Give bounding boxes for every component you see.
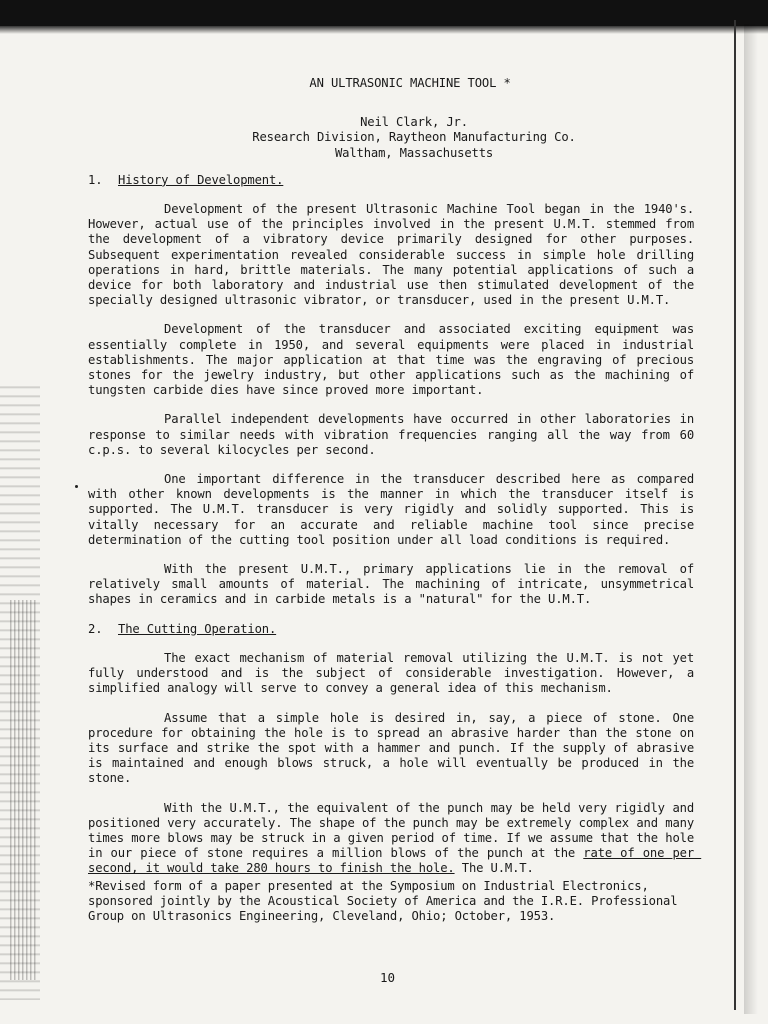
underlined-text: rate of one per second, it would take 280 hours to finish the hole. [88, 846, 702, 876]
section-heading [88, 173, 694, 188]
paragraph-tail: The U.M.T. [454, 861, 534, 876]
author-name: Neil Clark, Jr. [360, 115, 468, 130]
paragraph [88, 800, 702, 877]
scan-right-edge [734, 20, 736, 1010]
paragraph: Assume that a simple hole is desired in, say, a piece of stone. One procedure for obtaining the hole is to spread an abrasive harder than the stone on its surface and strike the spot with a hammer and punch. If the supply of abrasive is maintained and enough blows struck, a hole will eventually be produced in the stone. [88, 710, 702, 786]
section-heading [88, 622, 694, 637]
scan-speck [75, 485, 78, 488]
section-number: 2. [88, 621, 103, 636]
section-number: 1. [88, 172, 103, 187]
author-location: Waltham, Massachusetts [334, 145, 494, 160]
section-title: History of Development. [118, 172, 284, 187]
paragraph-text: With the U.M.T., the equivalent of the punch may be held very rigidly and positioned very accurately. The shape of the punch may be extremely complex and many times more blows may be struck in a given period of time. If we assume that the hole in our piece of stone requires a million blows of the punch at the [88, 800, 702, 861]
scan-top-border [0, 0, 768, 26]
paragraph: Development of the transducer and associated exciting equipment was essentially complete in 1950, and several equipments were placed in industrial establishments. The major application at that time was the engraving of precious stones for the jewelry industry, but other applications such as the machining of tungsten carbide dies have since proved more important. [88, 322, 702, 398]
scan-top-shadow [0, 26, 768, 34]
paragraph: With the present U.M.T., primary applications lie in the removal of relatively small amounts of material. The machining of intricate, unsymmetrical shapes in ceramics and in carbide metals is a "natural" for the U.M.T. [88, 562, 702, 607]
section-title: The Cutting Operation. [118, 621, 277, 636]
document-title: AN ULTRASONIC MACHINE TOOL * [309, 76, 511, 90]
document-page [88, 76, 702, 924]
paragraph: Parallel independent developments have occurred in other laboratories in response to similar needs with vibration frequencies ranging all the way from 60 c.p.s. to several kilocycles per second. [88, 412, 702, 457]
paragraph: The exact mechanism of material removal utilizing the U.M.T. is not yet fully understood and is the subject of considerable investigation. However, a simplified analogy will serve to convey a general idea of this mechanism. [88, 650, 702, 696]
paragraph: Development of the present Ultrasonic Machine Tool began in the 1940's. However, actual use of the principles involved in the present U.M.T. stemmed from the development of a vibratory device primarily designed for other purposes. Subsequent experimentation revealed considerable success in simple hole drilling operations in hard, brittle materials. The many potential applications of such a device for both laboratory and industrial use then stimulated development of the specially designed ultrasonic vibrator, or transducer, used in the present U.M.T. [88, 202, 702, 308]
paragraph: One important difference in the transducer described here as compared with other known developments is the manner in which the transducer itself is supported. The U.M.T. transducer is very rigidly and solidly supported. This is vitally necessary for an accurate and reliable machine tool since precise determination of the cutting tool position under all load conditions is required. [88, 472, 702, 547]
scan-left-binding-marks [10, 600, 38, 980]
footnote: *Revised form of a paper presented at the Symposium on Industrial Electronics, sponsored jointly by the Acoustical Society of America and the I.R.E. Professional Group on Ultrasonics Engineering, Cleveland, Ohio; October, 1953. [88, 878, 685, 923]
author-block [88, 115, 694, 161]
author-affiliation: Research Division, Raytheon Manufacturing Co. [252, 130, 576, 145]
scan-right-shadow [744, 24, 758, 1014]
page-number: 10 [380, 970, 396, 985]
